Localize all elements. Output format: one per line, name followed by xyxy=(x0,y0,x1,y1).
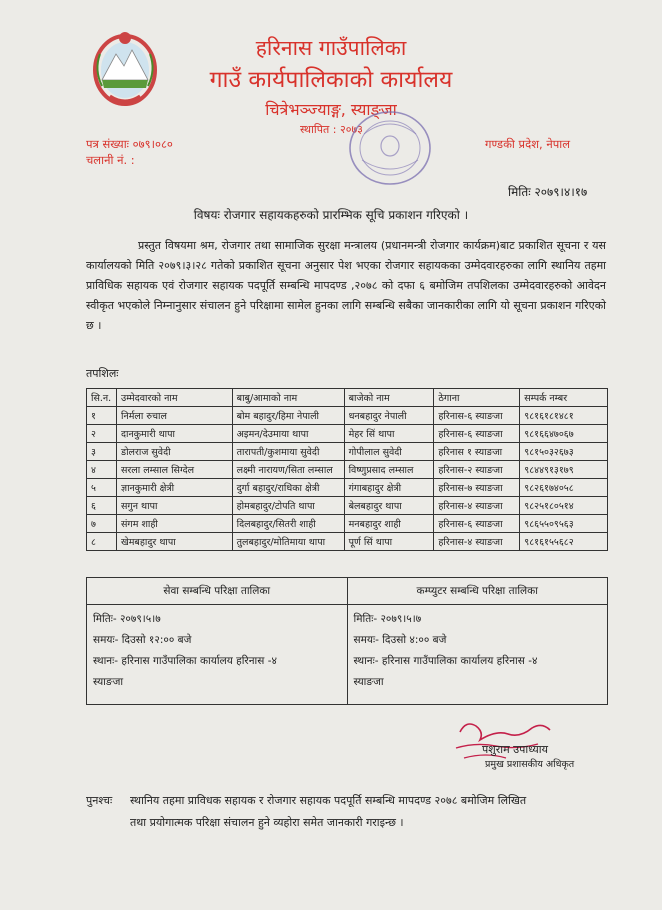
table-cell: लक्ष्मी नारायण/सिता लम्साल xyxy=(232,461,344,479)
table-cell: पूर्ण सिं थापा xyxy=(344,533,434,551)
table-cell: धनबहादुर नेपाली xyxy=(344,407,434,425)
table-cell: तुलबहादुर/मोतिमाया थापा xyxy=(232,533,344,551)
computer-exam-place: स्थानः- हरिनास गाउँपालिका कार्यालय हरिनास -४ xyxy=(353,655,538,667)
table-cell: डोलराज सुवेदी xyxy=(116,443,232,461)
footnote-line-1: स्थानिय तहमा प्राविधक सहायक र रोजगार सहायक पदपूर्ति सम्बन्धि मापदण्ड २०७८ बमोजिम लिखित xyxy=(130,794,527,807)
table-row xyxy=(87,425,608,443)
table-row xyxy=(87,407,608,425)
table-cell: निर्मला रुचाल xyxy=(116,407,232,425)
dispatch-number: चलानी नं. : xyxy=(86,153,135,167)
table-cell: ९८६५५०९५६३ xyxy=(520,515,608,533)
table-cell: अइमन/देउमाया थापा xyxy=(232,425,344,443)
table-cell: हरिनास-६ स्याङजा xyxy=(434,515,520,533)
table-cell: तारापती/कुशमाया सुवेदी xyxy=(232,443,344,461)
table-cell: ९८२६१७४०५८ xyxy=(520,479,608,497)
table-cell: दुर्गा बहादुर/राधिका क्षेत्री xyxy=(232,479,344,497)
footnote-label: पुनश्चः xyxy=(86,794,113,807)
letter-number: पत्र संख्याः ०७९।०८० xyxy=(86,137,173,151)
signer-name: पशुराम उपाध्याय xyxy=(482,743,549,756)
details-label: तपशिलः xyxy=(86,367,119,380)
computer-exam-place-district: स्याङजा xyxy=(353,676,384,688)
table-cell: बेलबहादुर थापा xyxy=(344,497,434,515)
service-exam-date: मितिः- २०७९।५।७ xyxy=(93,613,161,625)
table-row xyxy=(87,533,608,551)
table-cell: ५ xyxy=(87,479,117,497)
table-cell: ९८१६१५५६८२ xyxy=(520,533,608,551)
table-cell: हरिनास-६ स्याङजा xyxy=(434,425,520,443)
table-cell: ८ xyxy=(87,533,117,551)
table-row xyxy=(87,515,608,533)
table-cell: खेमबहादुर थापा xyxy=(116,533,232,551)
candidate-table xyxy=(86,388,608,551)
table-cell: ९८१६६४७०६७ xyxy=(520,425,608,443)
table-row xyxy=(87,443,608,461)
service-exam-title: सेवा सम्बन्धि परिक्षा तालिका xyxy=(87,578,348,605)
column-header: बाबु/आमाको नाम xyxy=(232,389,344,407)
table-cell: १ xyxy=(87,407,117,425)
service-exam-place: स्थानः- हरिनास गाउँपालिका कार्यालय हरिनास -४ xyxy=(93,655,277,667)
computer-exam-details xyxy=(347,605,608,705)
letter-date: मितिः २०७९।४।१७ xyxy=(508,185,588,199)
table-cell: गंगाबहादुर क्षेत्री xyxy=(344,479,434,497)
table-cell: ९८२५१८०५१४ xyxy=(520,497,608,515)
table-row xyxy=(87,461,608,479)
established-year: स्थापित : २०७३ xyxy=(300,123,363,136)
table-cell: ९८१६१८१४८१ xyxy=(520,407,608,425)
table-cell: ४ xyxy=(87,461,117,479)
table-cell: बोम बहादुर/हिमा नेपाली xyxy=(232,407,344,425)
footnote xyxy=(86,790,616,834)
letter-subject: विषयः रोजगार सहायकहरुको प्रारम्भिक सूचि प्रकाशन गरिएको । xyxy=(193,208,469,222)
table-cell: दानकुमारी थापा xyxy=(116,425,232,443)
column-header: सि.न. xyxy=(87,389,117,407)
table-cell: हरिनास-४ स्याङजा xyxy=(434,533,520,551)
service-exam-place-district: स्याङजा xyxy=(93,676,124,688)
column-header: ठेगाना xyxy=(434,389,520,407)
service-exam-details xyxy=(87,605,348,705)
computer-exam-title: कम्प्युटर सम्बन्धि परिक्षा तालिका xyxy=(347,578,608,605)
table-cell: हरिनास १ स्याङजा xyxy=(434,443,520,461)
table-cell: हरिनास-७ स्याङजा xyxy=(434,479,520,497)
column-header: सम्पर्क नम्बर xyxy=(520,389,608,407)
table-cell: ७ xyxy=(87,515,117,533)
office-name: हरिनास गाउँपालिका xyxy=(255,36,407,60)
table-cell: ३ xyxy=(87,443,117,461)
table-header-row xyxy=(87,389,608,407)
office-subtitle: गाउँ कार्यपालिकाको कार्यालय xyxy=(209,67,453,93)
table-cell: मेहर सिं थापा xyxy=(344,425,434,443)
signer-title: प्रमुख प्रशासकीय अधिकृत xyxy=(485,759,575,770)
office-address: चित्रेभञ्ज्याङ्ग, स्याङ्जा xyxy=(265,100,397,119)
service-exam-time: समयः- दिउसो १२:०० बजे xyxy=(93,634,192,646)
office-stamp-icon xyxy=(340,104,436,190)
footnote-line-2: तथा प्रयोगात्मक परिक्षा संचालन हुने व्यहोरा समेत जानकारी गराइन्छ । xyxy=(130,816,404,829)
exam-schedule-table xyxy=(86,577,608,705)
computer-exam-time: समयः- दिउसो ४:०० बजे xyxy=(353,634,447,646)
table-cell: ९८१५०३२६७३ xyxy=(520,443,608,461)
table-cell: दिलबहादुर/सितरी शाही xyxy=(232,515,344,533)
column-header: उम्मेदवारको नाम xyxy=(116,389,232,407)
column-header: बाजेको नाम xyxy=(344,389,434,407)
table-row xyxy=(87,497,608,515)
computer-exam-date: मितिः- २०७९।५।७ xyxy=(353,613,422,625)
table-cell: मनबहादुर शाही xyxy=(344,515,434,533)
letter-body: प्रस्तुत विषयमा श्रम, रोजगार तथा सामाजिक सुरक्षा मन्त्रालय (प्रधानमन्त्री रोजगार कार्यक्रम)बाट प्रकाशित सूचना र यस कार्यालयको मिति २०७९।३।२८ गतेको प्रकाशित सूचना अनुसार पेश भएका रोजगार सहायकका उम्मेदवारहरुका लागि स्थानिय तहमा प्राविधिक सहायक एवं रोजगार सहायक पदपूर्ति सम्बन्धि मापदण्ड ,२०७८ को दफा ६ बमोजिम तपशिलका उम्मेदवारहरुको आवेदन स्वीकृत भएकोले निम्नानुसार संचालन हुने परिक्षामा सामेल हुनका लागि सम्बन्धि सबैका जानकारीका लागि यो सूचना प्रकाशन गरिएको छ । xyxy=(86,239,606,332)
table-cell: २ xyxy=(87,425,117,443)
table-cell: ज्ञानकुमारी क्षेत्री xyxy=(116,479,232,497)
table-cell: हरिनास-६ स्याङजा xyxy=(434,407,520,425)
table-cell: गोपीलाल सुवेदी xyxy=(344,443,434,461)
table-row xyxy=(87,479,608,497)
table-cell: सरला लम्साल सिग्देल xyxy=(116,461,232,479)
table-cell: हरिनास-२ स्याङजा xyxy=(434,461,520,479)
table-cell: हरिनास-४ स्याङजा xyxy=(434,497,520,515)
table-cell: संगम शाही xyxy=(116,515,232,533)
table-cell: विष्णुप्रसाद लम्साल xyxy=(344,461,434,479)
table-cell: सगुन थापा xyxy=(116,497,232,515)
table-cell: ६ xyxy=(87,497,117,515)
table-cell: होमबहादुर/टोपति थापा xyxy=(232,497,344,515)
table-cell: ९८४४९१३१७९ xyxy=(520,461,608,479)
province-name: गण्डकी प्रदेश, नेपाल xyxy=(485,137,571,151)
